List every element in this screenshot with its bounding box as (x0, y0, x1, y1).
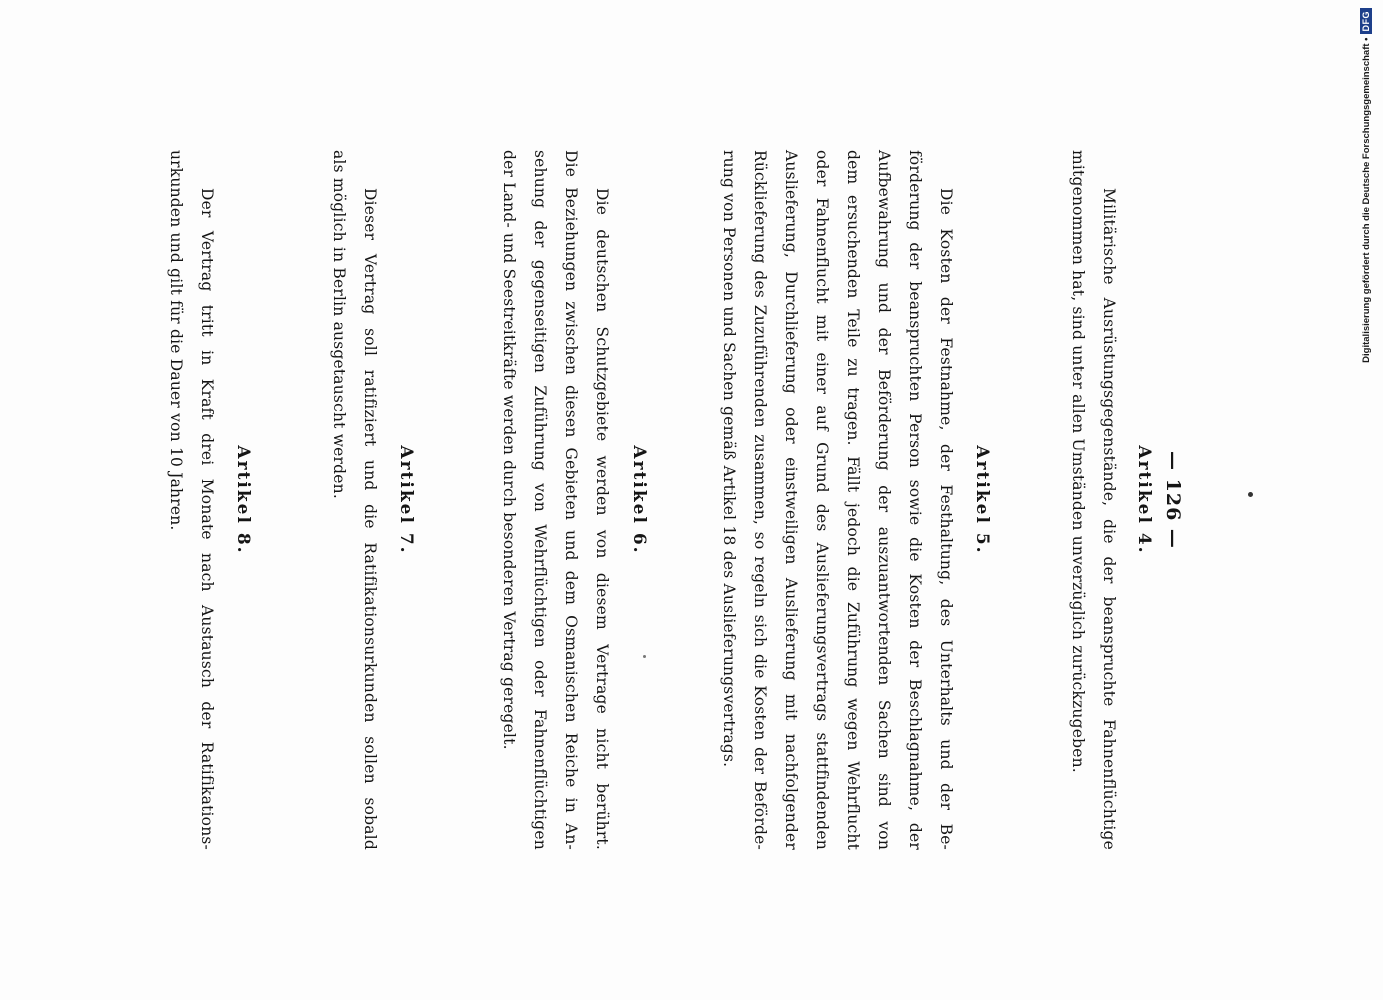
article-5-line-5: oder Fahnenflucht mit einer auf Grund des Auslieferungsvertrags stattfindenden (813, 150, 831, 850)
article-5-line-7: Rücklieferung des Zuzuführenden zusammen, so regeln sich die Kosten der Beförde- (751, 150, 769, 850)
article-4-line-2: mitgenommen hat, sind unter allen Umständen unverzüglich zurückzugeben. (1069, 150, 1087, 773)
article-5-title: Artikel 5. (972, 445, 992, 555)
article-4-text (1062, 150, 1124, 850)
article-5-line-3: Aufbewahrung und der Beförderung der auszuantwortenden Sachen sind von (875, 150, 893, 850)
article-4-line-1: Militärische Ausrüstungsgegenstände, die der beanspruchte Fahnenflüchtige (1100, 188, 1118, 850)
page-number: — 126 — (1162, 451, 1184, 549)
rotated-text-block (112, 150, 1182, 850)
article-6-line-3: sehung der gegenseitigen Zuführung von Wehrflüchtigen oder Fahnenflüchtigen (531, 150, 549, 850)
article-5-line-6: Auslieferung, Durchlieferung oder einstweiligen Auslieferung mit nachfolgender (782, 150, 800, 850)
article-6-text (493, 150, 617, 850)
article-6-line-1: Die deutschen Schutzgebiete werden von diesem Vertrage nicht berührt. (593, 188, 611, 850)
article-8-line-2: urkunden und gilt für die Dauer von 10 Jahren. (167, 150, 185, 531)
scan-speck (643, 655, 646, 658)
article-5-text (713, 150, 961, 850)
scan-speck (1248, 492, 1253, 497)
article-8-line-1: Der Vertrag tritt in Kraft drei Monate nach Austausch der Ratifikations- (198, 188, 216, 850)
article-8-text (160, 150, 222, 850)
article-4-title: Artikel 4. (1134, 445, 1154, 555)
article-7-title: Artikel 7. (396, 445, 416, 555)
article-5-line-8: rung von Personen und Sachen gemäß Artikel 18 des Auslieferungsvertrags. (720, 150, 738, 768)
article-7-line-1: Dieser Vertrag soll ratifiziert und die Ratifikationsurkunden sollen sobald (361, 188, 379, 850)
article-5-line-1: Die Kosten der Festnahme, der Festhaltung, des Unterhalts und der Be- (937, 188, 955, 850)
article-5-line-2: förderung der beanspruchten Person sowie die Kosten der Beschlagnahme, der (906, 150, 924, 850)
article-6-title: Artikel 6. (629, 445, 649, 555)
dfg-credit-line (1357, 8, 1375, 398)
article-5-line-4: dem ersuchenden Teile zu tragen. Fällt jedoch die Zuführung wegen Wehrflucht (844, 150, 862, 850)
article-6-line-4: der Land- und Seestreitkräfte werden durch besonderen Vertrag geregelt. (500, 150, 518, 750)
article-7-line-2: als möglich in Berlin ausgetauscht werden. (330, 150, 348, 499)
dfg-credit (1357, 8, 1381, 398)
article-6-line-2: Die Beziehungen zwischen diesen Gebieten und dem Osmanischen Reiche in An- (562, 150, 580, 850)
dfg-credit-text: Digitalisierung gefördert durch die Deutsche Forschungsgemeinschaft • (1360, 37, 1372, 363)
article-7-text (323, 150, 385, 850)
article-8-title: Artikel 8. (233, 445, 253, 555)
dfg-logo: DFG (1360, 8, 1372, 35)
